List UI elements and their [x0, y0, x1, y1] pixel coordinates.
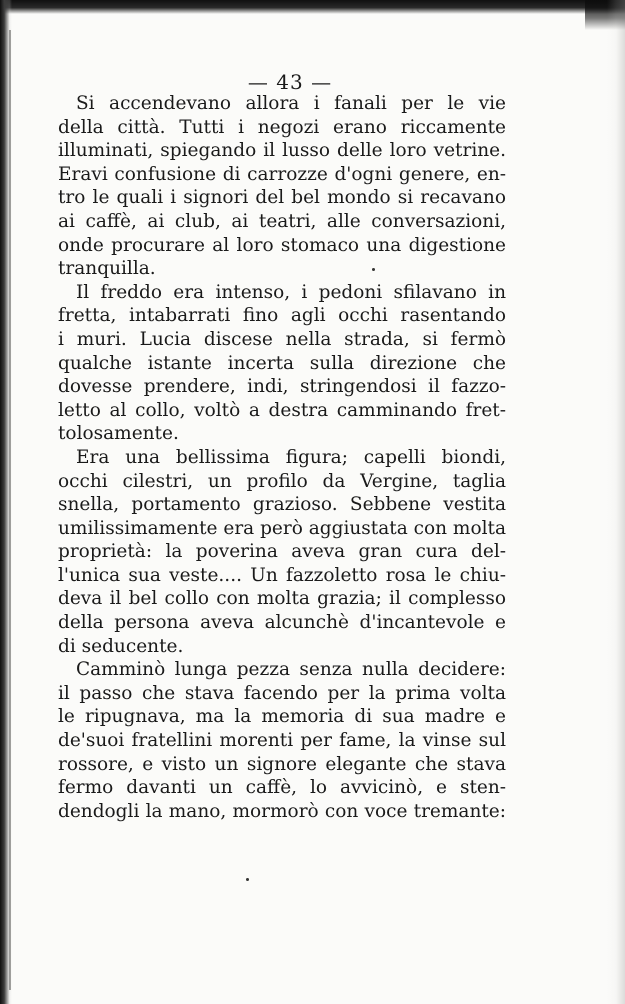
text-line: dendogli la mano, mormorò con voce tremante: [58, 800, 506, 822]
text-line: tolosamente. [58, 423, 179, 445]
text-line: letto al collo, voltò a destra camminando fret- [58, 399, 506, 421]
text-line: illuminati, spiegando il lusso delle loro vetrine. [58, 140, 506, 162]
text-line: dovesse prendere, indi, stringendosi il fazzo- [58, 376, 506, 398]
ink-speck [246, 878, 249, 881]
text-line: fretta, intabarrati fino agli occhi rasentando [58, 305, 506, 327]
text-line: di seducente. [58, 635, 184, 657]
scan-binding-line [9, 30, 11, 990]
text-line: onde procurare al loro stomaco una digestione [58, 234, 506, 256]
body-text [58, 92, 506, 823]
text-line: le ripugnava, ma la memoria di sua madre e [58, 706, 506, 728]
text-line: Si accendevano allora i fanali per le vie [76, 93, 506, 114]
page-number [0, 70, 560, 94]
text-line: Il freddo era intenso, i pedoni sfilavano in [76, 281, 506, 303]
text-line: l'unica sua veste.... Un fazzoletto rosa le chiu- [58, 564, 506, 586]
text-line: rossore, e visto un signore elegante che stava [58, 753, 506, 775]
text-line: deva il bel collo con molta grazia; il complesso [58, 588, 506, 610]
text-line: i muri. Lucia discese nella strada, si fermò [58, 328, 506, 350]
text-line: occhi cilestri, un profilo da Vergine, taglia [58, 470, 506, 492]
page-number-text: — 43 — [247, 70, 333, 94]
text-line: fermo davanti un caffè, lo avvicinò, e sten- [58, 777, 506, 799]
text-line: Era una bellissima figura; capelli biondi, [76, 446, 506, 468]
text-line: il passo che stava facendo per la prima volta [58, 682, 506, 704]
text-line: umilissimamente era però aggiustata con molta [58, 517, 506, 539]
scan-top-edge-shadow [0, 0, 625, 14]
scan-right-edge-shadow [607, 0, 625, 1004]
text-line: Eravi confusione di carrozze d'ogni genere, en- [58, 163, 506, 185]
text-line: ai caffè, ai club, ai teatri, alle conversazioni, [58, 210, 506, 232]
text-line: della persona aveva alcunchè d'incantevole e [58, 612, 506, 634]
text-line: snella, portamento grazioso. Sebbene vestita [58, 494, 506, 516]
text-line: qualche istante incerta sulla direzione che [58, 352, 506, 374]
text-line: della città. Tutti i negozi erano riccamente [58, 116, 506, 138]
text-line: tro le quali i signori del bel mondo si recavano [58, 187, 506, 209]
text-line: tranquilla. [58, 258, 156, 280]
text-line: proprietà: la poverina aveva gran cura del- [58, 541, 506, 563]
text-line: de'suoi fratellini morenti per fame, la vinse sul [58, 730, 506, 752]
text-line: Camminò lunga pezza senza nulla decidere: [76, 659, 506, 681]
ink-speck [372, 268, 375, 271]
